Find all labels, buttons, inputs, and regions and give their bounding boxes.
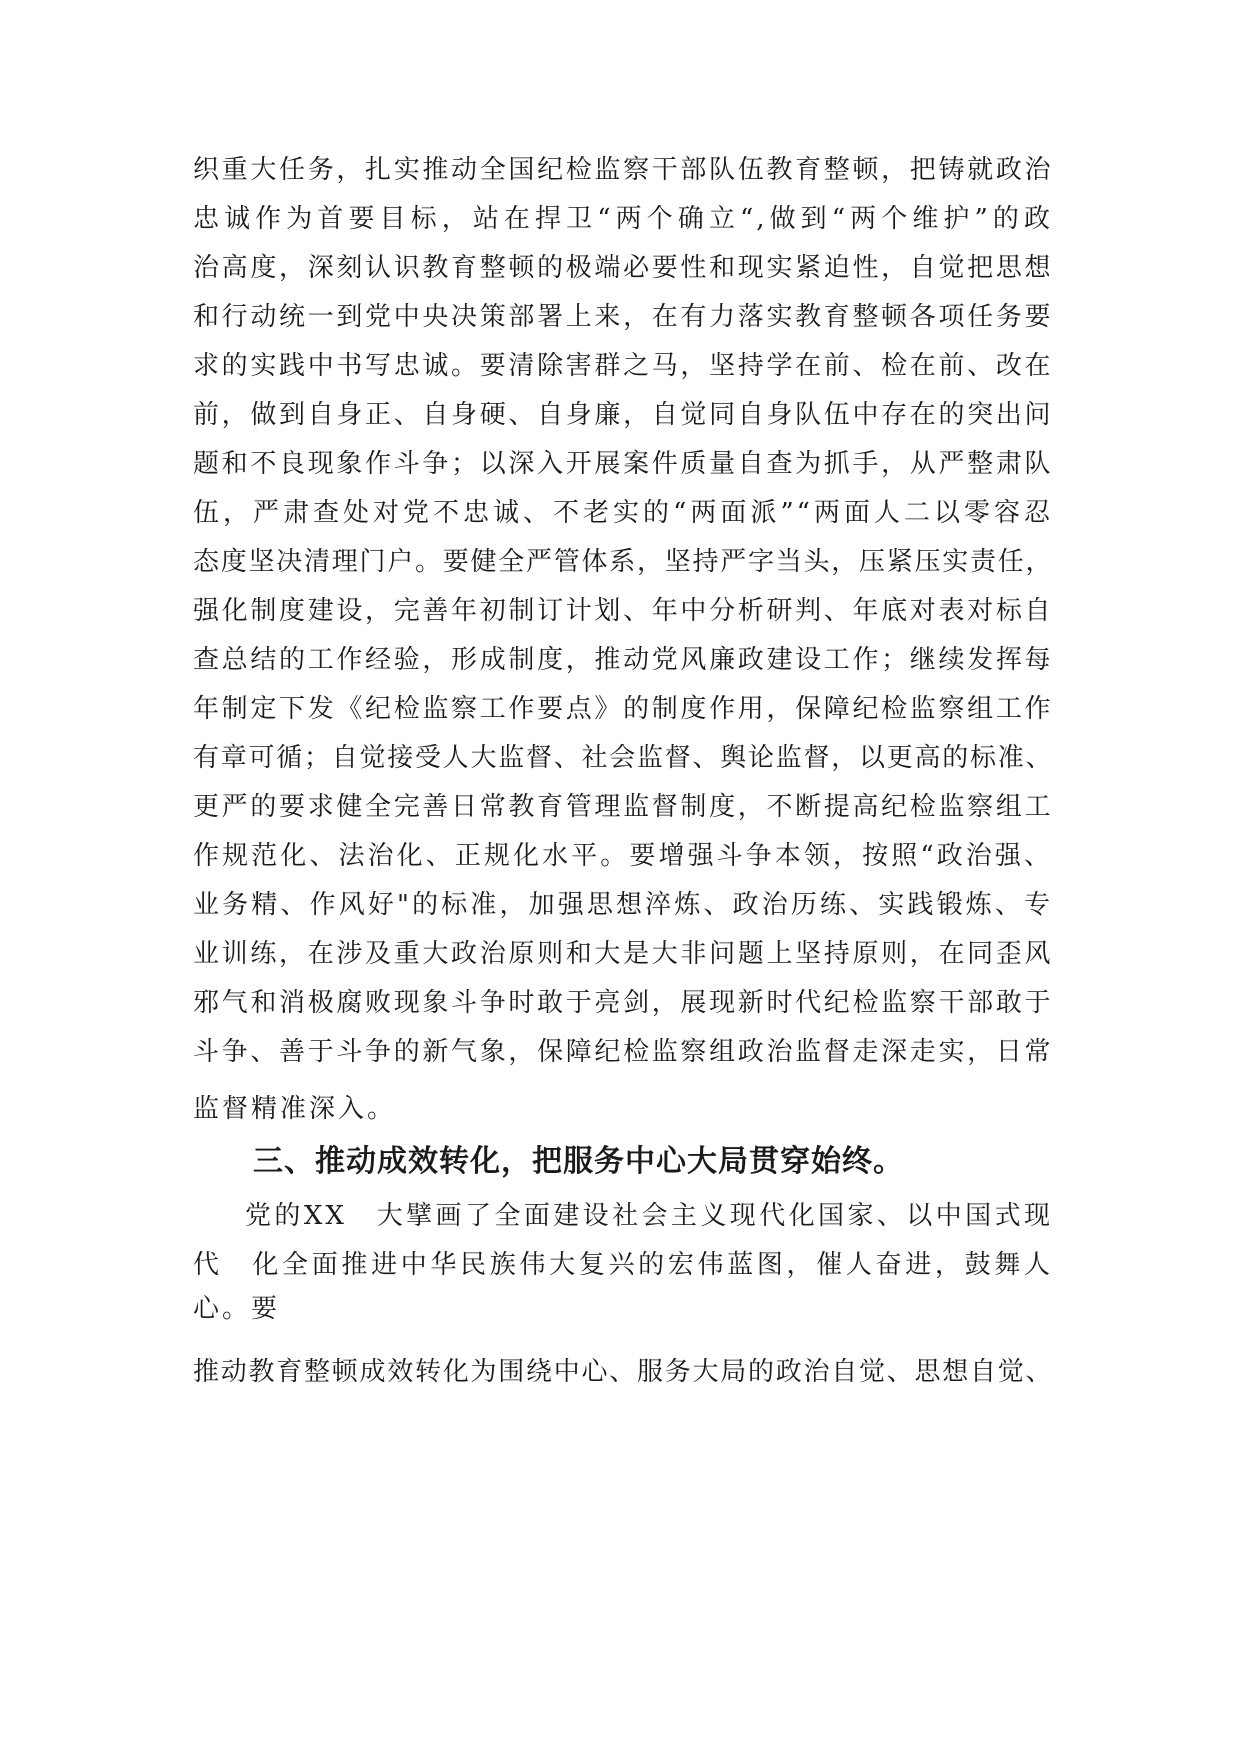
body-line-8: 伍，严肃查处对党不忠诚、不老实的“两面派”“两面人二以零容忍: [193, 498, 1053, 528]
body-line-14: 更严的要求健全完善日常教育管理监督制度，不断提高纪检监察组工: [193, 792, 1053, 822]
section-line-1: 党的XX 大擘画了全面建设社会主义现代化国家、以中国式现: [245, 1201, 1053, 1231]
section-line-2: 代 化全面推进中华民族伟大复兴的宏伟蓝图，催人奋进，鼓舞人: [193, 1250, 1053, 1280]
body-line-17: 业训练，在涉及重大政治原则和大是大非问题上坚持原则，在同歪风: [193, 939, 1053, 969]
body-line-15: 作规范化、法治化、正规化水平。要增强斗争本领，按照“政治强、: [193, 841, 1053, 871]
body-line-18: 邪气和消极腐败现象斗争时敢于亮剑，展现新时代纪检监察干部敢于: [193, 988, 1053, 1018]
body-line-11: 查总结的工作经验，形成制度，推动党风廉政建设工作；继续发挥每: [193, 645, 1053, 675]
section-heading: 三、推动成效转化，把服务中心大局贯穿始终。: [253, 1144, 904, 1179]
body-line-16: 业务精、作风好"的标准，加强思想淬炼、政治历练、实践锻炼、专: [193, 890, 1053, 920]
body-line-12: 年制定下发《纪检监察工作要点》的制度作用，保障纪检监察组工作: [193, 694, 1053, 724]
section-line-4: 推动教育整顿成效转化为围绕中心、服务大局的政治自觉、思想自觉、: [193, 1357, 1053, 1387]
body-line-5: 求的实践中书写忠诚。要清除害群之马，坚持学在前、检在前、改在: [193, 351, 1053, 381]
body-line-19: 斗争、善于斗争的新气象，保障纪检监察组政治监督走深走实，日常: [193, 1037, 1053, 1067]
body-line-10: 强化制度建设，完善年初制订计划、年中分析研判、年底对表对标自: [193, 596, 1053, 626]
body-line-4: 和行动统一到党中央决策部署上来，在有力落实教育整顿各项任务要: [193, 302, 1053, 332]
body-line-1: 织重大任务，扎实推动全国纪检监察干部队伍教育整顿，把铸就政治: [193, 155, 1053, 185]
body-line-20: 监督精准深入。: [193, 1094, 397, 1124]
body-line-3: 治高度，深刻认识教育整顿的极端必要性和现实紧迫性，自觉把思想: [193, 253, 1053, 283]
body-line-7: 题和不良现象作斗争；以深入开展案件质量自查为抓手，从严整肃队: [193, 449, 1053, 479]
section-line-3: 心。要: [193, 1294, 281, 1324]
body-line-6: 前，做到自身正、自身硬、自身廉，自觉同自身队伍中存在的突出问: [193, 400, 1053, 430]
body-line-2: 忠诚作为首要目标，站在捍卫“两个确立“,做到“两个维护”的政: [193, 204, 1053, 234]
body-line-9: 态度坚决清理门户。要健全严管体系，坚持严字当头，压紧压实责任，: [193, 547, 1053, 577]
body-line-13: 有章可循；自觉接受人大监督、社会监督、舆论监督，以更高的标准、: [193, 743, 1053, 773]
